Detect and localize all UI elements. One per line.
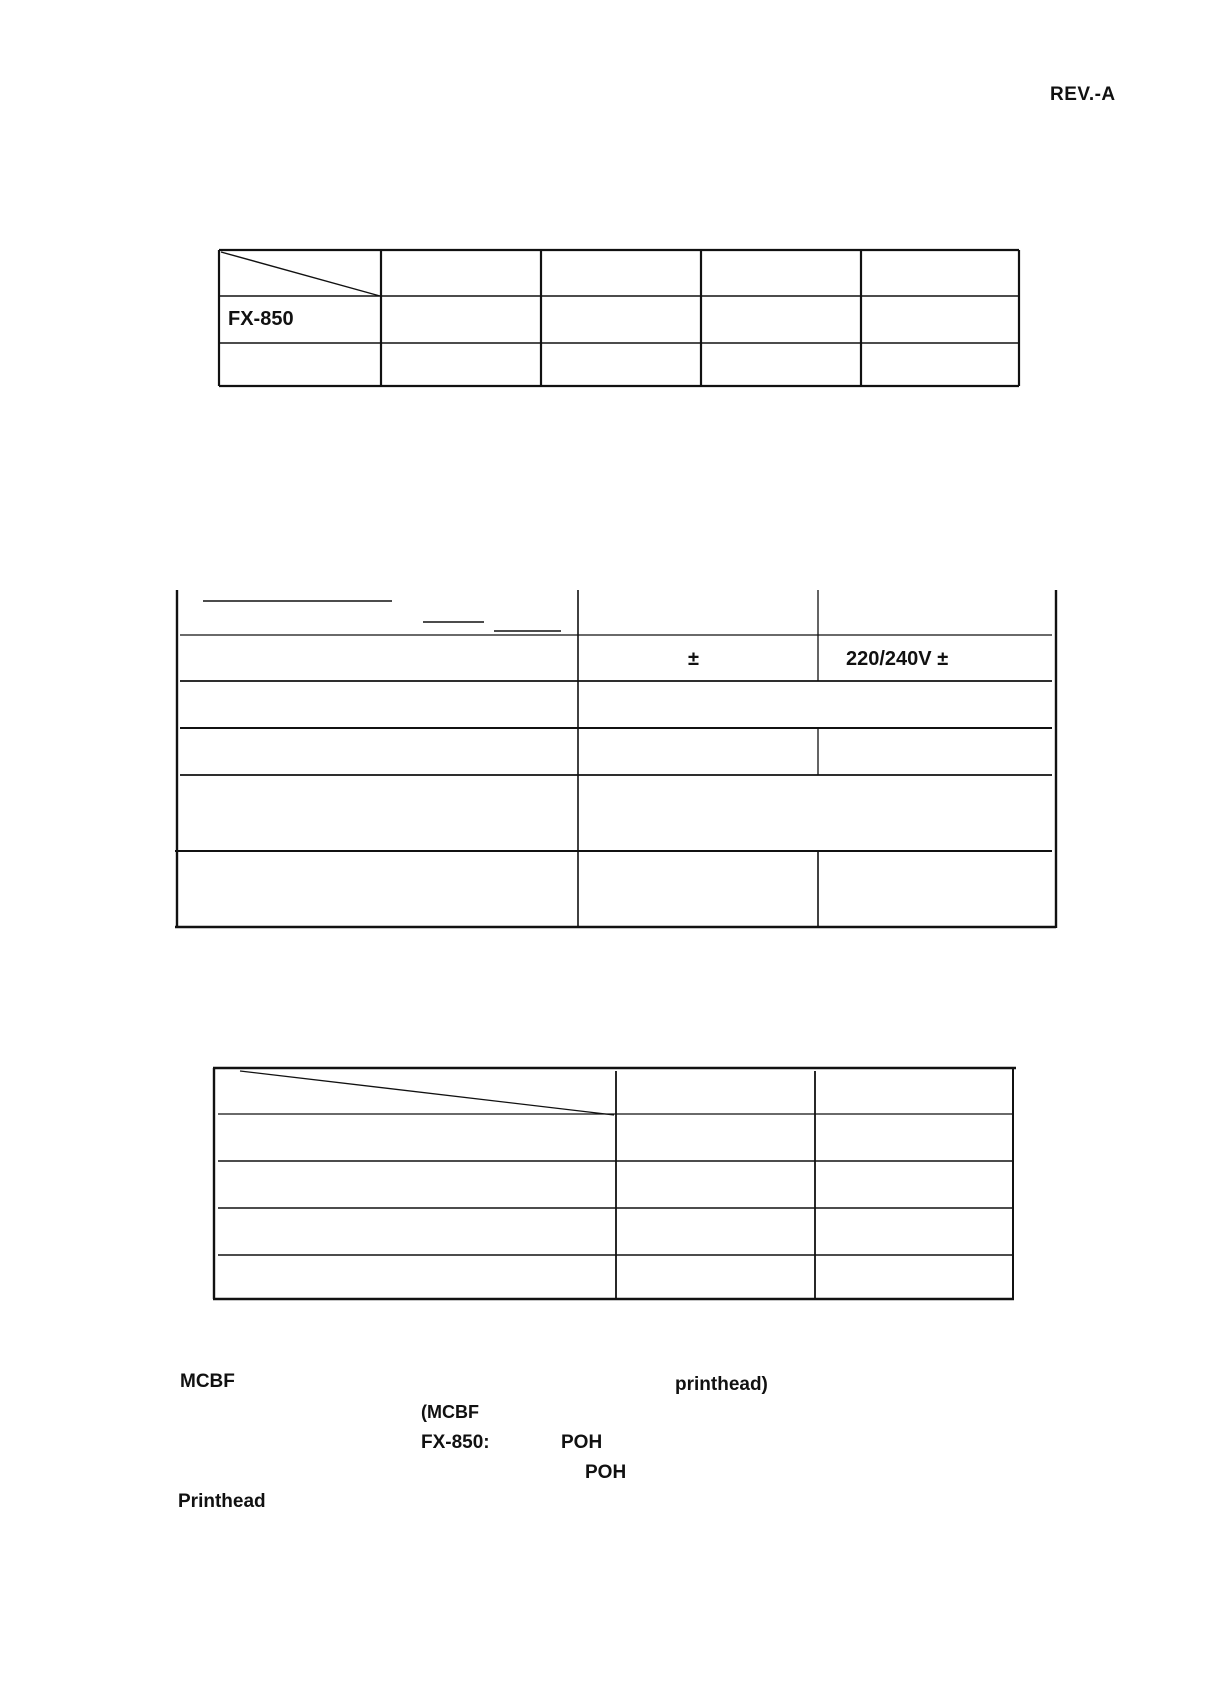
table-1-grid: [219, 250, 1019, 386]
note-mcbf: MCBF: [180, 1371, 235, 1392]
revision-label: REV.-A: [1050, 84, 1116, 105]
note-poh-1: POH: [561, 1432, 603, 1453]
table-3-grid: [213, 1068, 1016, 1299]
table-2-voltage-right: 220/240V ±: [846, 648, 949, 670]
note-printhead-paren: printhead): [675, 1374, 768, 1395]
note-mcbf-paren: (MCBF: [421, 1402, 479, 1422]
note-fx850: FX-850:: [421, 1432, 490, 1453]
table-2-voltage-left: ±: [688, 648, 699, 670]
note-poh-2: POH: [585, 1462, 627, 1483]
table-2-grid: [175, 590, 1056, 928]
table-1-row-label-fx850: FX-850: [228, 308, 294, 330]
note-printhead: Printhead: [178, 1491, 266, 1512]
